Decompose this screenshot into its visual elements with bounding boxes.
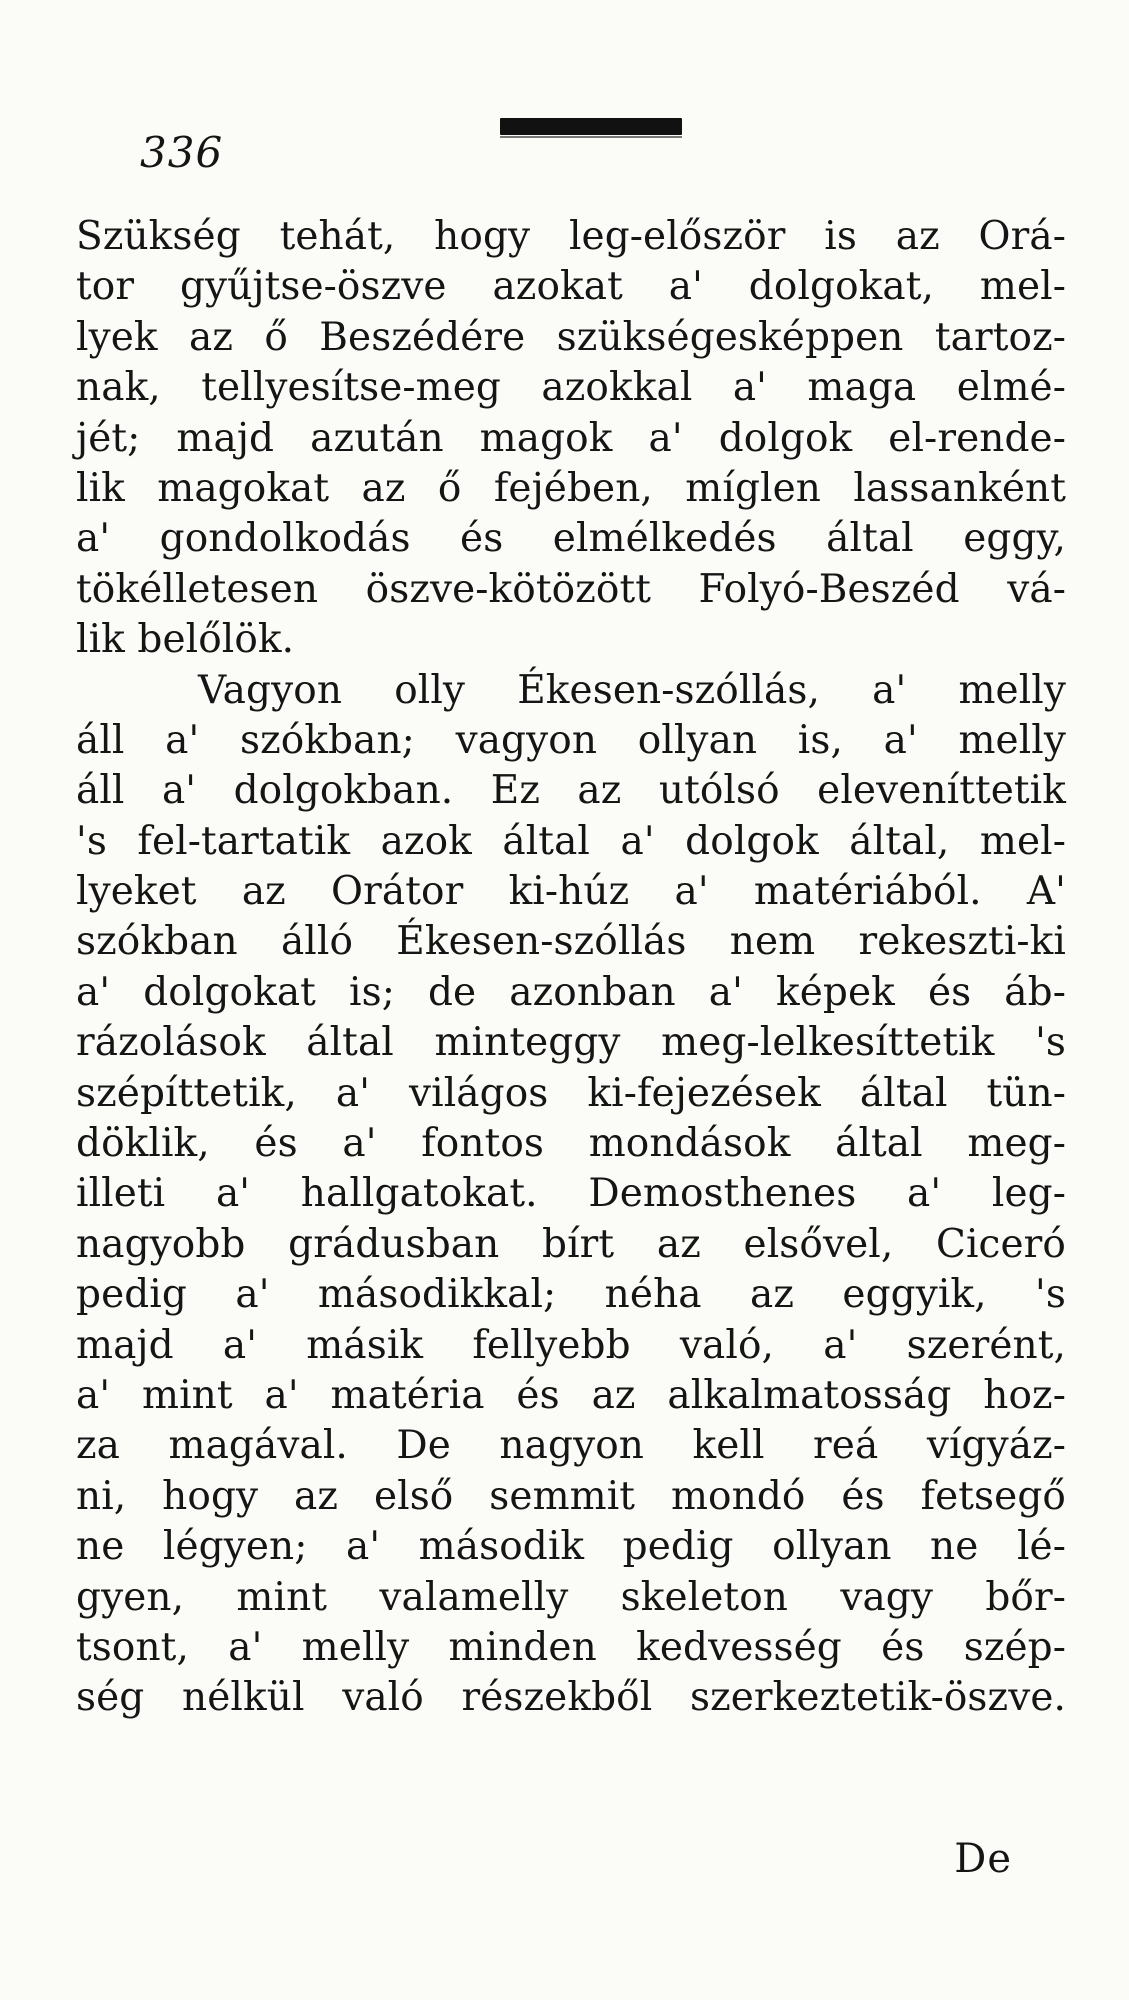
text-line-30: ség nélkül való részekből szerkeztetik-öszve. (76, 1675, 1066, 1721)
text-line-3: lyek az ő Beszédére szükségesképpen tartoz- (76, 314, 1066, 360)
text-line-28: gyen, mint valamelly skeleton vagy bőr- (76, 1574, 1066, 1620)
text-line-19: döklik, és a' fontos mondások által meg- (76, 1121, 1066, 1167)
text-line-1: Szükség tehát, hogy leg-először is az Orá- (76, 214, 1066, 259)
text-line-21: nagyobb grádusban bírt az elsővel, Ciceró (76, 1221, 1066, 1267)
text-line-5: jét; majd azután magok a' dolgok el-rende- (76, 415, 1066, 461)
text-line-25: za magával. De nagyon kell reá vígyáz- (76, 1423, 1066, 1469)
text-line-15: szókban álló Ékesen-szóllás nem rekeszti-ki (76, 919, 1066, 965)
text-line-27: ne légyen; a' második pedig ollyan ne lé- (76, 1524, 1066, 1570)
text-line-16: a' dolgokat is; de azonban a' képek és áb- (76, 969, 1066, 1015)
text-line-9: lik belőlök. (76, 617, 295, 663)
header-rule (500, 118, 682, 135)
text-line-24: a' mint a' matéria és az alkalmatosság hoz- (76, 1372, 1066, 1418)
text-line-8: tökélletesen öszve-kötözött Folyó-Beszéd vá- (76, 566, 1066, 612)
text-line-14: lyeket az Orátor ki-húz a' matériából. A' (76, 869, 1066, 915)
text-line-12: áll a' dolgokban. Ez az utólsó eleveníttetik (76, 768, 1066, 814)
catchword: De (954, 1836, 1012, 1882)
text-line-2: tor gyűjtse-öszve azokat a' dolgokat, mel- (76, 264, 1066, 310)
text-line-11: áll a' szókban; vagyon ollyan is, a' melly (76, 717, 1066, 763)
text-line-20: illeti a' hallgatokat. Demosthenes a' leg- (76, 1171, 1066, 1217)
header-rule-underline (500, 136, 682, 138)
text-line-4: nak, tellyesítse-meg azokkal a' maga elmé- (76, 365, 1066, 411)
text-line-7: a' gondolkodás és elmélkedés által eggy, (76, 516, 1066, 562)
text-line-23: majd a' másik fellyebb való, a' szerént, (76, 1322, 1066, 1368)
text-line-29: tsont, a' melly minden kedvesség és szép- (76, 1624, 1066, 1670)
page-number: 336 (140, 128, 224, 177)
text-line-6: lik magokat az ő fejében, míglen lassanként (76, 465, 1066, 511)
text-line-10: Vagyon olly Ékesen-szóllás, a' melly (198, 667, 1066, 713)
text-line-17: rázolások által minteggy meg-lelkesíttetik 's (76, 1020, 1066, 1066)
text-line-22: pedig a' másodikkal; néha az eggyik, 's (76, 1272, 1066, 1318)
text-line-13: 's fel-tartatik azok által a' dolgok által, mel- (76, 818, 1066, 864)
body-text (76, 212, 1066, 1724)
text-line-18: szépíttetik, a' világos ki-fejezések által tün- (76, 1070, 1066, 1116)
text-line-26: ni, hogy az első semmit mondó és fetsegő (76, 1473, 1066, 1519)
